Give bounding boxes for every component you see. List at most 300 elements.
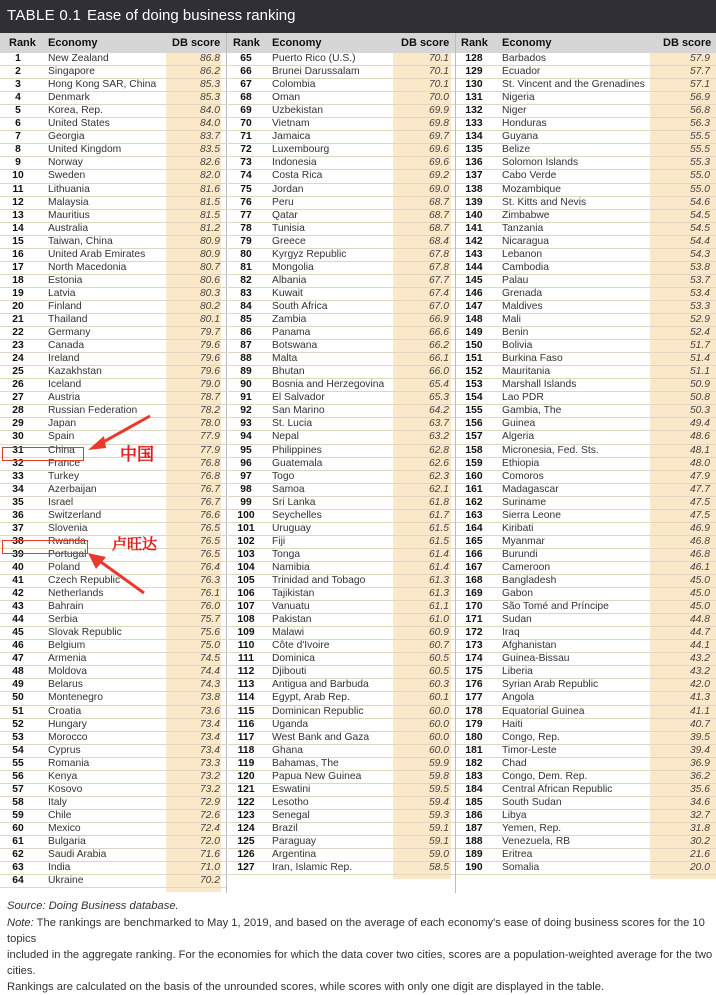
rank-cell: 116 (237, 718, 255, 730)
economy-cell: New Zealand (48, 53, 109, 64)
rank-cell: 42 (12, 588, 24, 600)
score-cell: 45.0 (689, 575, 710, 586)
score-cell: 83.5 (199, 144, 220, 156)
economy-cell: Ireland (48, 353, 80, 365)
table-row (456, 353, 716, 366)
score-cell: 76.7 (199, 496, 220, 508)
table-row (0, 197, 226, 210)
rank-cell: 173 (465, 640, 483, 652)
score-cell: 56.8 (689, 105, 710, 117)
rank-cell: 134 (465, 131, 483, 143)
economy-cell: Madagascar (502, 483, 559, 495)
economy-cell: Uganda (272, 718, 309, 730)
table-row (0, 471, 226, 484)
table-row (0, 836, 226, 849)
rank-cell: 65 (240, 53, 252, 64)
economy-cell: Uzbekistan (272, 105, 323, 117)
score-cell: 73.4 (199, 718, 220, 730)
table-row (456, 301, 716, 314)
rank-cell: 57 (12, 783, 24, 795)
table-row (456, 366, 716, 379)
score-cell: 44.8 (689, 614, 710, 626)
table-row (0, 797, 226, 810)
table-row (228, 719, 455, 732)
table-row (456, 223, 716, 236)
economy-cell: Bhutan (272, 366, 305, 378)
rank-cell: 59 (12, 809, 24, 821)
economy-cell: Guinea-Bissau (502, 653, 570, 665)
rank-cell: 94 (240, 431, 252, 443)
rank-cell: 110 (237, 640, 255, 652)
rank-cell: 22 (12, 327, 24, 339)
score-cell: 60.5 (428, 666, 449, 678)
score-cell: 79.6 (199, 340, 220, 352)
economy-cell: Jamaica (272, 131, 311, 143)
score-cell: 81.6 (199, 183, 220, 195)
rank-cell: 126 (237, 849, 255, 861)
score-cell: 34.6 (689, 796, 710, 808)
rank-cell: 68 (240, 92, 252, 104)
rank-cell: 16 (12, 248, 24, 260)
rank-cell: 183 (465, 770, 483, 782)
table-row (456, 66, 716, 79)
economy-cell: Ethiopia (502, 457, 540, 469)
rank-cell: 30 (12, 431, 24, 443)
table-row (456, 262, 716, 275)
rank-cell: 84 (240, 300, 252, 312)
score-cell: 60.0 (428, 705, 449, 717)
table-row (0, 784, 226, 797)
table-row (228, 405, 455, 418)
economy-cell: Maldives (502, 300, 543, 312)
rwanda-arrow-icon (86, 551, 156, 601)
table-row (456, 797, 716, 810)
table-row (228, 836, 455, 849)
economy-cell: Barbados (502, 53, 547, 64)
table-row (0, 719, 226, 732)
score-cell: 54.5 (689, 222, 710, 234)
economy-cell: Poland (48, 561, 81, 573)
rank-cell: 100 (237, 509, 255, 521)
table-row (228, 614, 455, 627)
economy-cell: Antigua and Barbuda (272, 679, 369, 691)
economy-cell: Algeria (502, 431, 535, 443)
table-row (0, 379, 226, 392)
score-cell: 78.0 (199, 418, 220, 430)
rank-cell: 87 (240, 340, 252, 352)
rank-cell: 86 (240, 327, 252, 339)
rank-cell: 75 (240, 183, 252, 195)
economy-cell: Timor-Leste (502, 744, 557, 756)
table-row (228, 823, 455, 836)
table-row (0, 758, 226, 771)
score-cell: 45.0 (689, 588, 710, 600)
score-cell: 80.9 (199, 235, 220, 247)
score-cell: 71.0 (199, 862, 220, 874)
rank-cell: 167 (465, 561, 483, 573)
rank-cell: 53 (12, 731, 24, 743)
score-cell: 79.6 (199, 366, 220, 378)
table-row (456, 170, 716, 183)
table-row (0, 614, 226, 627)
score-cell: 41.1 (689, 705, 710, 717)
economy-cell: Gambia, The (502, 405, 562, 417)
economy-cell: Uruguay (272, 522, 311, 534)
score-cell: 67.8 (428, 261, 449, 273)
economy-cell: Finland (48, 300, 82, 312)
economy-cell: Belgium (48, 640, 86, 652)
economy-cell: Libya (502, 809, 527, 821)
economy-cell: Yemen, Rep. (502, 822, 562, 834)
score-cell: 84.0 (199, 118, 220, 130)
table-row (456, 79, 716, 92)
table-row (228, 118, 455, 131)
economy-cell: Israel (48, 496, 74, 508)
economy-cell: Burkina Faso (502, 353, 563, 365)
economy-cell: Comoros (502, 470, 544, 482)
table-row (456, 679, 716, 692)
economy-cell: Guatemala (272, 457, 323, 469)
rank-cell: 103 (237, 548, 255, 560)
rank-cell: 135 (465, 144, 483, 156)
rank-cell: 157 (465, 431, 483, 443)
economy-cell: Kenya (48, 770, 78, 782)
economy-cell: Lesotho (272, 796, 309, 808)
economy-cell: Bosnia and Herzegovina (272, 379, 385, 391)
economy-cell: Zambia (272, 314, 307, 325)
table-row (456, 340, 716, 353)
economy-cell: Mali (502, 314, 521, 325)
rank-cell: 48 (12, 666, 24, 678)
rank-cell: 55 (12, 757, 24, 769)
score-cell: 77.9 (199, 431, 220, 443)
economy-cell: Honduras (502, 118, 547, 130)
table-row (456, 157, 716, 170)
economy-cell: Grenada (502, 287, 543, 299)
economy-cell: El Salvador (272, 392, 325, 404)
table-row (0, 249, 226, 262)
score-cell: 51.7 (689, 340, 710, 352)
table-row (456, 92, 716, 105)
score-cell: 68.4 (428, 235, 449, 247)
score-cell: 46.8 (689, 535, 710, 547)
rank-cell: 49 (12, 679, 24, 691)
economy-cell: Guinea (502, 418, 536, 430)
economy-cell: Bulgaria (48, 836, 86, 847)
economy-cell: Haiti (502, 718, 523, 730)
header-rank-2: Rank (233, 37, 260, 49)
economy-cell: Senegal (272, 809, 310, 821)
rank-cell: 28 (12, 405, 24, 417)
economy-cell: Rwanda (48, 535, 86, 547)
rank-cell: 128 (465, 53, 483, 64)
economy-cell: Cabo Verde (502, 170, 557, 182)
table-row (228, 732, 455, 745)
table-row (228, 849, 455, 862)
economy-cell: Nicaragua (502, 235, 549, 247)
table-row (228, 536, 455, 549)
rank-cell: 5 (15, 105, 21, 117)
score-cell: 59.0 (428, 849, 449, 861)
rank-cell: 66 (240, 66, 252, 78)
rank-cell: 104 (237, 561, 255, 573)
economy-cell: Suriname (502, 496, 547, 508)
table-row (456, 536, 716, 549)
rank-cell: 151 (465, 353, 483, 365)
score-cell: 20.0 (689, 862, 710, 874)
rank-cell: 1 (15, 53, 21, 64)
economy-cell: Trinidad and Tobago (272, 575, 366, 586)
note-line-2: included in the aggregate ranking. For the economies for which the data cover two cities, scores are a population-weighted average for the two cities. (7, 949, 713, 977)
rank-cell: 92 (240, 405, 252, 417)
score-cell: 66.2 (428, 340, 449, 352)
economy-cell: Kuwait (272, 287, 303, 299)
rank-cell: 185 (465, 796, 483, 808)
economy-cell: Montenegro (48, 692, 103, 704)
rank-cell: 11 (12, 183, 24, 195)
rank-cell: 90 (240, 379, 252, 391)
economy-cell: United States (48, 118, 110, 130)
table-row (0, 732, 226, 745)
rank-cell: 38 (12, 535, 24, 547)
score-cell: 70.1 (428, 53, 449, 64)
score-cell: 76.4 (199, 561, 220, 573)
score-cell: 69.8 (428, 118, 449, 130)
rank-cell: 19 (12, 287, 24, 299)
table-row (228, 471, 455, 484)
table-row (0, 692, 226, 705)
score-cell: 76.5 (199, 548, 220, 560)
table-row (456, 588, 716, 601)
china-highlight-box (2, 444, 84, 461)
score-cell: 60.0 (428, 718, 449, 730)
economy-cell: South Africa (272, 300, 328, 312)
rank-cell: 177 (465, 692, 483, 704)
rank-cell: 143 (465, 248, 483, 260)
header-score-3: DB score (663, 37, 712, 49)
china-annotation: 中国 (120, 445, 154, 465)
economy-cell: Eswatini (272, 783, 311, 795)
economy-cell: Somalia (502, 862, 540, 874)
rank-cell: 158 (465, 444, 483, 456)
table-row (456, 210, 716, 223)
economy-cell: Djibouti (272, 666, 307, 678)
table-row (456, 314, 716, 327)
rank-cell: 113 (237, 679, 255, 691)
economy-cell: Papua New Guinea (272, 770, 362, 782)
score-cell: 66.0 (428, 366, 449, 378)
rank-cell: 125 (237, 836, 255, 847)
rank-cell: 124 (237, 822, 255, 834)
rank-cell: 163 (465, 509, 483, 521)
score-cell: 55.5 (689, 144, 710, 156)
rank-cell: 37 (12, 522, 24, 534)
table-row (456, 653, 716, 666)
rank-cell: 190 (465, 862, 483, 874)
rank-cell: 150 (465, 340, 483, 352)
table-row (228, 797, 455, 810)
table-row (228, 262, 455, 275)
table-row (456, 458, 716, 471)
rank-cell: 101 (237, 522, 255, 534)
economy-cell: Central African Republic (502, 783, 613, 795)
table-row (228, 510, 455, 523)
economy-cell: Portugal (48, 548, 87, 560)
rank-cell: 80 (240, 248, 252, 260)
score-cell: 44.7 (689, 627, 710, 639)
score-cell: 47.7 (689, 483, 710, 495)
score-cell: 57.1 (689, 79, 710, 91)
score-cell: 76.3 (199, 575, 220, 586)
table-row (228, 236, 455, 249)
score-cell: 71.6 (199, 849, 220, 861)
table-row (0, 679, 226, 692)
economy-cell: Côte d'Ivoire (272, 640, 330, 652)
economy-cell: Slovak Republic (48, 627, 122, 639)
economy-cell: Netherlands (48, 588, 104, 600)
header-rank-1: Rank (9, 37, 36, 49)
score-cell: 69.6 (428, 144, 449, 156)
rank-cell: 105 (237, 575, 255, 586)
table-row (228, 379, 455, 392)
economy-cell: Malawi (272, 627, 305, 639)
rank-cell: 162 (465, 496, 483, 508)
table-row (0, 627, 226, 640)
rank-cell: 83 (240, 287, 252, 299)
score-cell: 52.4 (689, 327, 710, 339)
economy-cell: Qatar (272, 209, 298, 221)
economy-cell: Namibia (272, 561, 310, 573)
rank-cell: 179 (465, 718, 483, 730)
table-row (456, 745, 716, 758)
table-row (228, 810, 455, 823)
economy-cell: Sri Lanka (272, 496, 316, 508)
economy-cell: Lebanon (502, 248, 543, 260)
score-cell: 62.6 (428, 457, 449, 469)
rank-cell: 175 (465, 666, 483, 678)
rank-cell: 166 (465, 548, 483, 560)
score-cell: 70.0 (428, 92, 449, 104)
rank-cell: 44 (12, 614, 24, 626)
score-cell: 67.7 (428, 274, 449, 286)
rank-cell: 51 (12, 705, 24, 717)
rank-cell: 182 (465, 757, 483, 769)
table-row (456, 732, 716, 745)
rank-cell: 144 (465, 261, 483, 273)
table-row (456, 823, 716, 836)
economy-cell: Tunisia (272, 222, 305, 234)
economy-cell: Ukraine (48, 875, 84, 887)
score-cell: 72.0 (199, 836, 220, 847)
score-cell: 82.0 (199, 170, 220, 182)
rank-cell: 39 (12, 548, 24, 560)
economy-cell: Kiribati (502, 522, 534, 534)
economy-cell: Cameroon (502, 561, 551, 573)
score-cell: 74.5 (199, 653, 220, 665)
economy-cell: Tajikistan (272, 588, 315, 600)
table-header (0, 33, 716, 53)
table-title-bar (0, 0, 716, 33)
table-row (456, 405, 716, 418)
table-row (228, 588, 455, 601)
table-row (456, 184, 716, 197)
score-cell: 60.3 (428, 679, 449, 691)
score-cell: 66.9 (428, 314, 449, 325)
row-divider (0, 887, 226, 888)
rank-cell: 186 (465, 809, 483, 821)
table-row (228, 131, 455, 144)
rank-cell: 60 (12, 822, 24, 834)
economy-cell: Belize (502, 144, 531, 156)
score-cell: 62.1 (428, 483, 449, 495)
rank-cell: 111 (237, 653, 255, 665)
rank-cell: 109 (237, 627, 255, 639)
economy-cell: Colombia (272, 79, 316, 91)
table-row (228, 758, 455, 771)
economy-cell: San Marino (272, 405, 325, 417)
score-cell: 62.8 (428, 444, 449, 456)
table-row (0, 366, 226, 379)
economy-cell: Brunei Darussalam (272, 66, 360, 78)
score-cell: 73.8 (199, 692, 220, 704)
rank-cell: 172 (465, 627, 483, 639)
economy-cell: Paraguay (272, 836, 317, 847)
score-cell: 59.5 (428, 783, 449, 795)
rank-cell: 156 (465, 418, 483, 430)
economy-cell: Germany (48, 327, 91, 339)
rank-cell: 70 (240, 118, 252, 130)
rank-cell: 23 (12, 340, 24, 352)
economy-cell: Turkey (48, 470, 80, 482)
rank-cell: 118 (237, 744, 255, 756)
score-cell: 55.3 (689, 157, 710, 169)
score-cell: 59.9 (428, 757, 449, 769)
score-cell: 51.4 (689, 353, 710, 365)
table-row (0, 301, 226, 314)
economy-cell: United Kingdom (48, 144, 122, 156)
table-row (456, 575, 716, 588)
rank-cell: 132 (465, 105, 483, 117)
rank-cell: 6 (15, 118, 21, 130)
table-row (228, 418, 455, 431)
economy-cell: Russian Federation (48, 405, 138, 417)
rank-cell: 137 (465, 170, 483, 182)
score-cell: 56.3 (689, 118, 710, 130)
score-cell: 42.0 (689, 679, 710, 691)
table-row (228, 170, 455, 183)
score-cell: 72.9 (199, 796, 220, 808)
table-row (456, 692, 716, 705)
score-cell: 52.9 (689, 314, 710, 325)
economy-cell: Peru (272, 196, 294, 208)
table-row (228, 627, 455, 640)
economy-cell: St. Kitts and Nevis (502, 196, 587, 208)
economy-cell: Puerto Rico (U.S.) (272, 53, 356, 64)
table-row (456, 418, 716, 431)
score-cell: 61.3 (428, 575, 449, 586)
economy-cell: Liberia (502, 666, 533, 678)
economy-cell: Equatorial Guinea (502, 705, 585, 717)
table-row (456, 118, 716, 131)
score-cell: 43.2 (689, 653, 710, 665)
score-cell: 79.0 (199, 379, 220, 391)
economy-cell: Samoa (272, 483, 305, 495)
economy-cell: Oman (272, 92, 301, 104)
score-cell: 76.5 (199, 522, 220, 534)
header-rank-3: Rank (461, 37, 488, 49)
rank-cell: 33 (12, 470, 24, 482)
rank-cell: 43 (12, 601, 24, 613)
